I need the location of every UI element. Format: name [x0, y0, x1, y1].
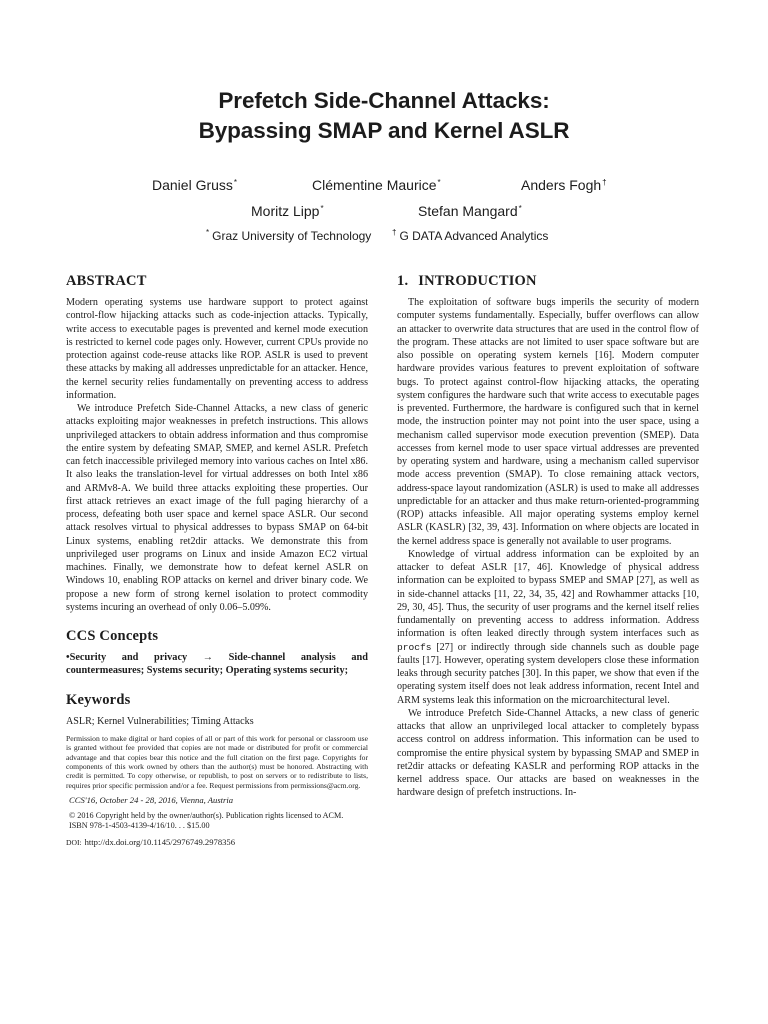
author-mark: †: [602, 178, 607, 187]
author-name: Anders Fogh: [521, 177, 602, 193]
author-mark: *: [320, 204, 324, 213]
ccs-heading: CCS Concepts: [66, 628, 159, 644]
intro-p2-text-a: Knowledge of virtual address information can be exploited by an attacker to defeat ASLR [17, 46]. Knowledge of physical address information can be exploited to bypass SMEP and SMAP [27], as well as in side-channel attacks [11, 22, 34, 35, 42] and Rowhammer attacks [10, 29, 30, 45]. Thus, the security of user programs and the kernel itself relies fundamentally on preventing access to address information. Address information is often leaked directly through system interfaces such as: [397, 548, 699, 640]
section-number: 1.: [397, 273, 409, 289]
paper-title: [0, 86, 768, 146]
keywords-text: ASLR; Kernel Vulnerabilities; Timing Attacks: [66, 715, 254, 727]
section-title: INTRODUCTION: [418, 273, 537, 289]
author-stefan-mangard: [418, 202, 522, 223]
author-name: Daniel Gruss: [152, 177, 233, 193]
isbn-line: ISBN 978-1-4503-4139-4/16/10. . . $15.00: [69, 821, 210, 831]
doi-line: [66, 837, 368, 848]
copyright-notice: [69, 811, 368, 831]
procfs-code: procfs: [397, 641, 432, 653]
affiliation-name: Graz University of Technology: [212, 229, 372, 243]
affiliation-mark: †: [392, 228, 397, 237]
right-column: [397, 272, 699, 800]
permission-notice: Permission to make digital or hard copies of all or part of this work for personal or classroom use is granted without fee provided that copies are not made or distributed for profit or commercial advantage and that copies bear this notice and the full citation on the first page. Copyrights for components of this work owned by others than the author(s) must be honored. Abstracting with credit is permitted. To copy otherwise, or republish, to post on servers or to redistribute to lists, requires prior specific permission and/or a fee. Request permissions from permissions@acm.org.: [66, 733, 368, 790]
doi-link[interactable]: http://dx.doi.org/10.1145/2976749.2978356: [84, 837, 236, 848]
title-line-2: Bypassing SMAP and Kernel ASLR: [198, 118, 570, 143]
author-anders-fogh: [521, 176, 607, 197]
intro-paragraph-1: The exploitation of software bugs imperils the security of modern computer systems fundamentally. Especially, buffer overflows can allow an attacker to overwrite data structures that are used in the control flow of the program. These attacks are not limited to user space software but are also possible on operating system kernels [16]. Modern computer hardware provides various features to prevent exploitation of software bugs. To protect against control-flow hijacking attacks, the operating system configures the hardware such that write access to executable pages is prevented. Furthermore, the hardware is configured such that in kernel mode, the instruction pointer may not point into the user space, using a mechanism called supervisor mode execution prevention (SMEP). Data accesses from kernel mode to user space virtual addresses are prevented by operating system and hardware, using a mechanism called supervisor mode access prevention (SMAP). To close remaining attack vectors, address-space layout randomization (ASLR) is used to make all addresses unpredictable for an attacker and thus make return-oriented-programming (ROP) attacks infeasible. All major operating systems employ kernel ASLR (KASLR) [32, 39, 43]. Information on where objects are located in the kernel address space is generally not available to user programs.: [397, 297, 699, 547]
author-moritz-lipp: [251, 202, 324, 223]
copyright-line-1: © 2016 Copyright held by the owner/author(s). Publication rights licensed to ACM.: [69, 811, 344, 821]
ccs-concepts-text: •Security and privacy → Side-channel analysis and countermeasures; Systems security; Operating systems security;: [66, 652, 368, 677]
intro-paragraph-3: We introduce Prefetch Side-Channel Attacks, a new class of generic attacks that allow an unprivileged local attacker to completely bypass access control on address information. This information can be used to compromise the entire physical system by bypassing SMAP and SMEP in ret2dir attacks or defeating KASLR and performing ROP attacks in the kernel address space. Our attacks are based on weaknesses in the hardware design of prefetch instructions. In-: [397, 707, 699, 799]
intro-p2-text-b: [27] or indirectly through side channels such as double page faults [17]. However, operating system developers close these information leaks through security patches [30]. In this paper, we show that even if the operating system itself does not leak address information, recent Intel and ARM systems leak this information on the microarchitectural level.: [397, 641, 699, 706]
intro-paragraph-2: [397, 548, 699, 707]
conference-info: CCS'16, October 24 - 28, 2016, Vienna, Austria: [69, 795, 234, 806]
affiliation-graz: [206, 228, 371, 246]
abstract-paragraph-2: We introduce Prefetch Side-Channel Attacks, a new class of generic attacks exploiting major weaknesses in prefetch instructions. This allows unprivileged attackers to obtain address information and thus compromise the entire system by defeating SMAP, SMEP, and kernel ASLR. Prefetch can fetch inaccessible privileged memory into various caches on Intel x86. It also leaks the translation-level for virtual addresses on both Intel x86 and ARMv8-A. We build three attacks exploiting these properties. Our first attack retrieves an exact image of the full paging hierarchy of a process, defeating both user space and kernel space ASLR. Our second attack resolves virtual to physical addresses to bypass SMAP on 64-bit Linux systems, enabling ret2dir attacks. We demonstrate this from unprivileged user programs on Linux and inside Amazon EC2 virtual machines. Finally, we demonstrate how to defeat kernel ASLR on Windows 10, enabling ROP attacks on kernel and driver binary code. We propose a new form of strong kernel isolation to protect commodity systems incuring an overhead of only 0.06–5.09%.: [66, 403, 368, 613]
author-mark: *: [437, 178, 441, 187]
author-daniel-gruss: [152, 176, 237, 197]
abstract-paragraph-1: Modern operating systems use hardware support to protect against control-flow hijacking attacks such as code-injection attacks. Typically, write access to executable pages is prevented and kernel mode execution is restricted to kernel code pages only. However, current CPUs provide no protection against code-reuse attacks like ROP. ASLR is used to prevent these attacks by making all addresses unpredictable for an attacker. Hence, the kernel security relies fundamentally on preventing access to address information.: [66, 297, 368, 401]
author-name: Clémentine Maurice: [312, 177, 437, 193]
affiliation-mark: *: [206, 228, 210, 237]
author-clementine-maurice: [312, 176, 441, 197]
affiliation-name: G DATA Advanced Analytics: [399, 229, 549, 243]
abstract-heading: ABSTRACT: [66, 273, 147, 289]
left-column: [66, 272, 368, 848]
keywords-heading: Keywords: [66, 691, 131, 708]
affiliation-gdata: [392, 228, 548, 246]
author-name: Stefan Mangard: [418, 203, 518, 219]
doi-label: DOI:: [66, 838, 82, 848]
introduction-heading: [397, 272, 699, 290]
title-line-1: Prefetch Side-Channel Attacks:: [218, 88, 550, 113]
author-mark: *: [233, 178, 238, 187]
author-name: Moritz Lipp: [251, 203, 320, 219]
author-mark: *: [518, 204, 522, 213]
